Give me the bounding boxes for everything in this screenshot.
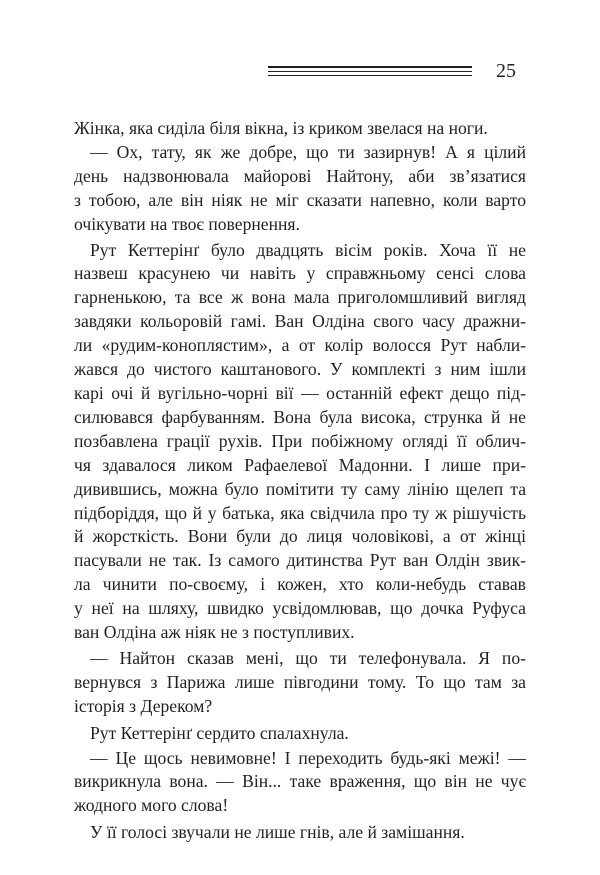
header-rule [268,75,472,76]
text-line: Жінка, яка сиділа біля вікна, із криком звелася на ноги. [74,118,488,138]
text-line: позбавлена грації рухів. При побіжному огляді її облич- [74,430,526,451]
text-line: Рут Кеттерінґ було двадцять вісім років. Хоча її не [90,239,526,260]
text-line: вернувся з Парижа лише півгодини тому. То що там за [74,671,526,692]
paragraph [74,747,526,819]
page-number: 25 [496,60,516,82]
text-line: дивившись, можна було помітити ту саму лінію щелеп та [74,478,526,499]
text-line: назвеш красунею чи навіть у справжньому сенсі слова [74,263,526,284]
text-line: карі очі й вугільно-чорні вії — останній ефект дещо під- [74,382,526,403]
text-line: ли «рудим-коноплястим», а от колір волосся Рут набли- [74,335,526,356]
text-line: жодного мого слова! [74,795,229,816]
text-line: Рут Кеттерінґ сердито спалахнула. [90,722,349,743]
text-line: — Ох, тату, як же добре, що ти зазирнув! А я цілий [90,141,526,162]
text-line: — Найтон сказав мені, що ти телефонувала. Я по- [90,647,526,668]
paragraph [74,647,526,719]
text-line: з тобою, але він ніяк не міг сказати напевно, коли варто [74,189,526,210]
header-rule [268,71,472,72]
text-line: — Це щось невимовне! І переходить будь-які межі! — [90,747,526,768]
paragraph [74,117,526,141]
text-line: чя здавалося ликом Рафаелевої Мадонни. І лише при- [74,454,526,475]
paragraph [74,141,526,237]
text-line: пасували не так. Із самого дитинства Рут ван Олдін звик- [74,550,526,571]
text-line: викрикнула вона. — Він... таке враження, що він не чує [74,771,526,792]
running-header [268,62,516,86]
header-rule-thick [268,66,472,68]
paragraph [74,821,526,845]
text-line: день надзвонювала майорові Найтону, аби зв’язатися [74,165,526,186]
text-line: ла чинити по-своєму, і кожен, хто коли-небудь ставав [74,574,526,595]
text-line: історія з Дереком? [74,695,213,716]
text-line: підборіддя, що й у батька, яка свідчила про ту ж рішучість [74,502,526,523]
paragraph [74,239,526,645]
text-line: очікувати на твоє повернення. [74,213,300,234]
text-line: силювався фарбуванням. Вона була висока, струнка й не [74,406,526,427]
text-line: У її голосі звучали не лише гнів, але й замішання. [90,822,465,843]
text-line: завдяки кольоровій гамі. Ван Олдіна свого часу дражни- [74,311,526,332]
header-rules [268,66,472,79]
text-line: ван Олдіна аж ніяк не з поступливих. [74,622,355,643]
text-line: у неї на шляху, швидко усвідомлював, що дочка Руфуса [74,598,526,619]
paragraph [74,722,526,746]
text-line: й жорсткість. Вони були до лиця чоловікові, а от жінці [74,526,526,547]
body-text [74,117,526,845]
text-line: гарненькою, та все ж вона мала приголомшливий вигляд [74,287,526,308]
text-line: жався до чистого каштанового. У комплекті з ним ішли [74,359,526,380]
